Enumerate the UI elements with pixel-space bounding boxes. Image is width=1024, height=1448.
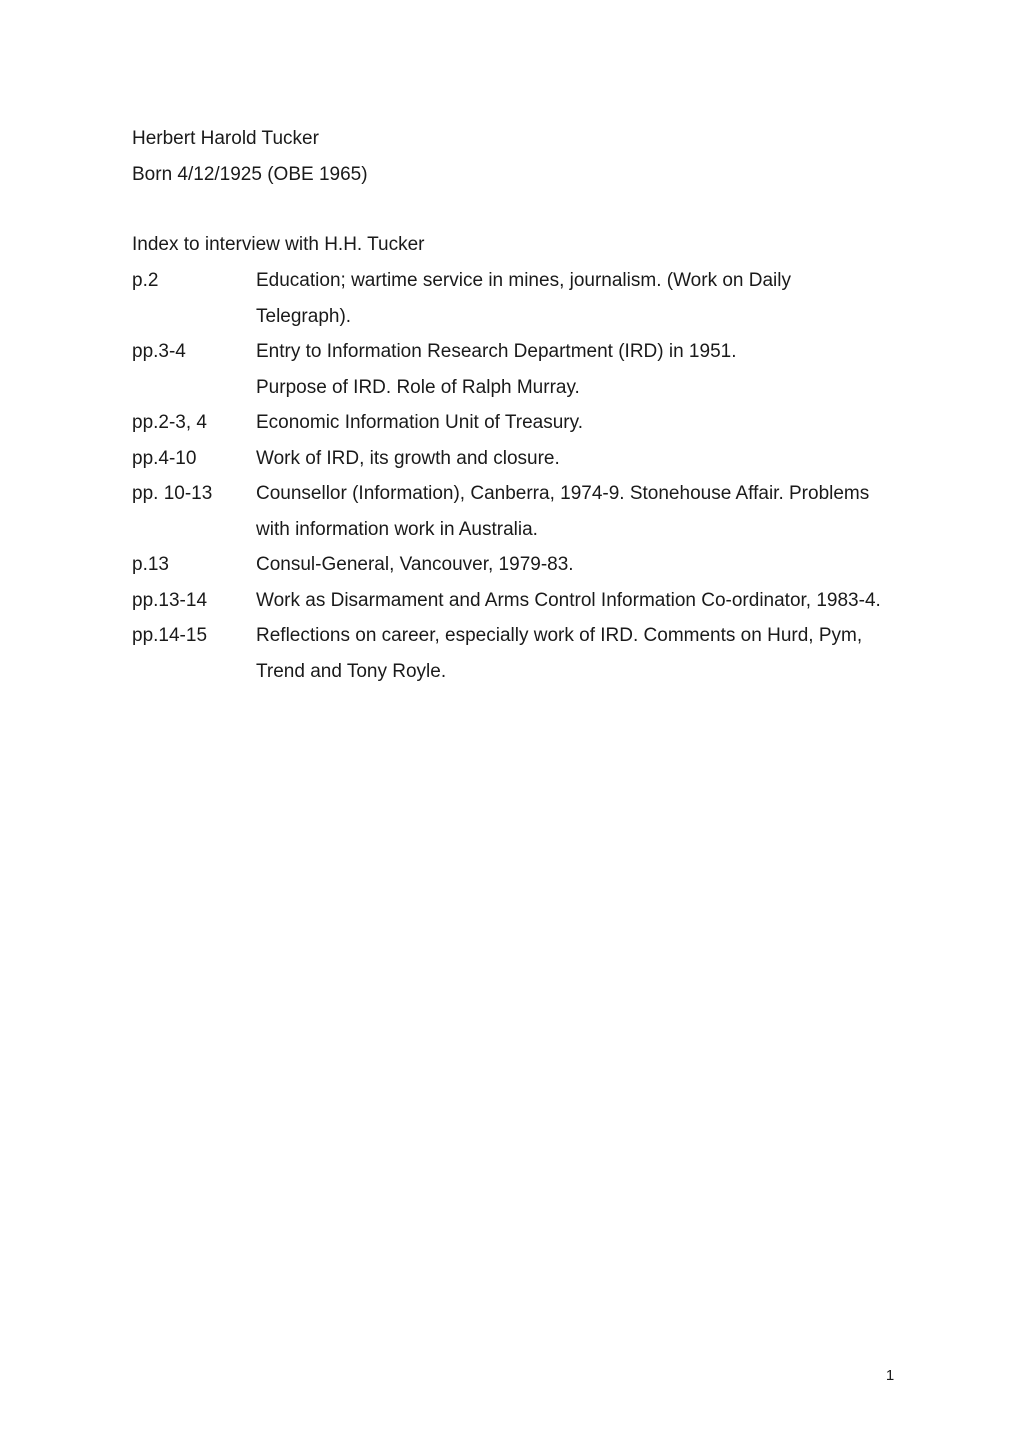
index-entry [132, 618, 912, 654]
index-entry-continuation [132, 512, 912, 548]
entry-description: Consul-General, Vancouver, 1979-83. [256, 554, 574, 575]
index-entry-continuation [132, 299, 912, 335]
page-number: 1 [885, 1367, 895, 1384]
index-entry [132, 405, 912, 441]
page-ref: pp. 10-13 [132, 483, 213, 504]
birth-info: Born 4/12/1925 (OBE 1965) [132, 164, 368, 185]
page-ref: p.2 [132, 270, 159, 291]
entry-description: Reflections on career, especially work of IRD. Comments on Hurd, Pym, [256, 625, 863, 646]
page-ref: pp.3-4 [132, 341, 186, 362]
entry-description: Education; wartime service in mines, journalism. (Work on Daily [256, 270, 791, 291]
index-entry [132, 583, 912, 619]
entry-description: Work of IRD, its growth and closure. [256, 447, 560, 469]
entry-description: Purpose of IRD. Role of Ralph Murray. [256, 376, 580, 398]
page-ref: pp.14-15 [132, 625, 208, 646]
entry-description: Work as Disarmament and Arms Control Information Co-ordinator, 1983-4. [256, 589, 881, 611]
index-title: Index to interview with H.H. Tucker [132, 234, 425, 255]
entry-description: Economic Information Unit of Treasury. [256, 412, 583, 433]
index-entry [132, 263, 912, 299]
entry-description: Trend and Tony Royle. [256, 660, 447, 682]
entry-description: Entry to Information Research Department (IRD) in 1951. [256, 341, 737, 362]
index-entries [132, 263, 912, 689]
index-entry [132, 334, 912, 370]
index-entry-continuation [132, 654, 912, 690]
page-ref: pp.2-3, 4 [132, 412, 207, 433]
entry-description: Telegraph). [256, 305, 352, 327]
index-entry [132, 547, 912, 583]
page-ref: p.13 [132, 554, 169, 575]
entry-description: Counsellor (Information), Canberra, 1974-9. Stonehouse Affair. Problems [256, 483, 870, 504]
entry-description: with information work in Australia. [256, 518, 538, 540]
page-ref: pp.13-14 [132, 589, 208, 611]
person-name: Herbert Harold Tucker [132, 128, 319, 149]
index-entry [132, 476, 912, 512]
index-entry [132, 441, 912, 477]
page-ref: pp.4-10 [132, 447, 197, 469]
index-entry-continuation [132, 370, 912, 406]
